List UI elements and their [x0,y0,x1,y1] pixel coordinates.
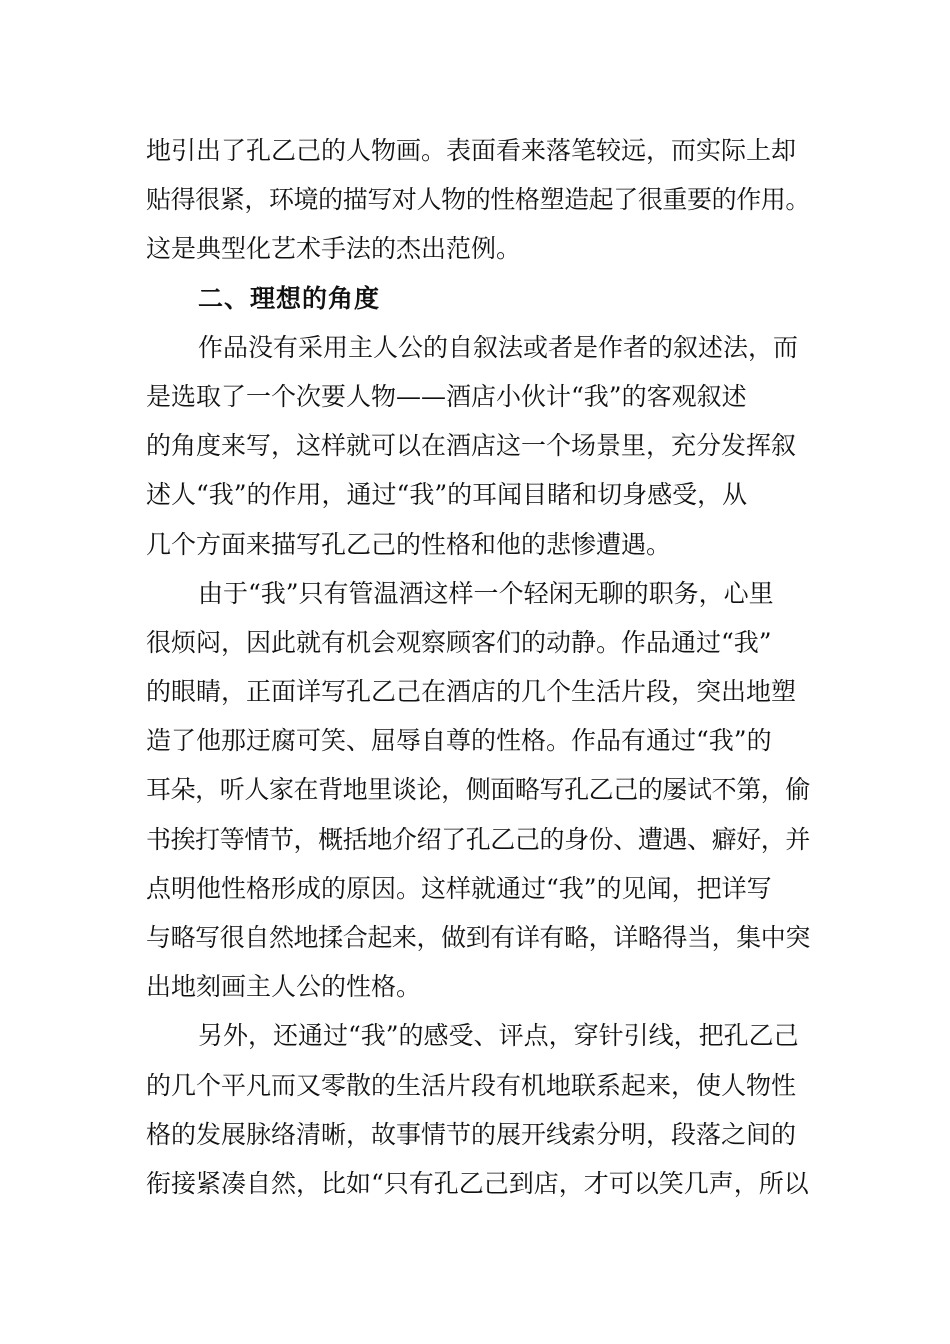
text-line: 衔接紧凑自然，比如“只有孔乙己到店，才可以笑几声，所以 [146,1168,809,1198]
text-line: 书挨打等情节，概括地介绍了孔乙己的身份、遭遇、癖好，并 [146,824,810,854]
text-line: 与略写很自然地揉合起来，做到有详有略，详略得当，集中突 [146,923,810,952]
text-line: 格的发展脉络清晰，故事情节的展开线索分明，段落之间的 [146,1119,797,1149]
text-line: 出地刻画主人公的性格。 [146,972,422,1002]
text-line: 几个方面来描写孔乙己的性格和他的悲惨遭遇。 [146,529,672,559]
text-line: 耳朵，听人家在背地里谈论，侧面略写孔乙己的屡试不第，偷 [146,775,810,805]
text-line: 述人“我”的作用，通过“我”的耳闻目睹和切身感受，从 [146,480,748,510]
text-line: 贴得很紧，环境的描写对人物的性格塑造起了很重要的作用。 [146,185,810,215]
text-line: 另外，还通过“我”的感受、评点，穿针引线，把孔乙己 [198,1021,799,1051]
text-line: 作品没有采用主人公的自叙法或者是作者的叙述法，而 [198,332,799,362]
text-line: 造了他那迂腐可笑、屈辱自尊的性格。作品有通过“我”的 [146,726,772,756]
text-line: 是选取了一个次要人物——酒店小伙计“我”的客观叙述 [146,381,747,411]
text-line: 由于“我”只有管温酒这样一个轻闲无聊的职务，心里 [198,578,774,608]
text-line: 这是典型化艺术手法的杰出范例。 [146,234,522,264]
text-line: 的几个平凡而又零散的生活片段有机地联系起来，使人物性 [146,1070,797,1100]
body-text [146,126,810,1208]
text-line: 地引出了孔乙己的人物画。表面看来落笔较远，而实际上却 [146,136,797,165]
text-line: 的角度来写，这样就可以在酒店这一个场景里，充分发挥叙 [146,431,797,461]
section-heading: 二、理想的角度 [198,283,381,313]
text-line: 点明他性格形成的原因。这样就通过“我”的见闻，把详写 [146,873,772,903]
text-line: 很烦闷，因此就有机会观察顾客们的动静。作品通过“我” [146,627,772,657]
text-line: 的眼睛，正面详写孔乙己在酒店的几个生活片段，突出地塑 [146,677,797,707]
